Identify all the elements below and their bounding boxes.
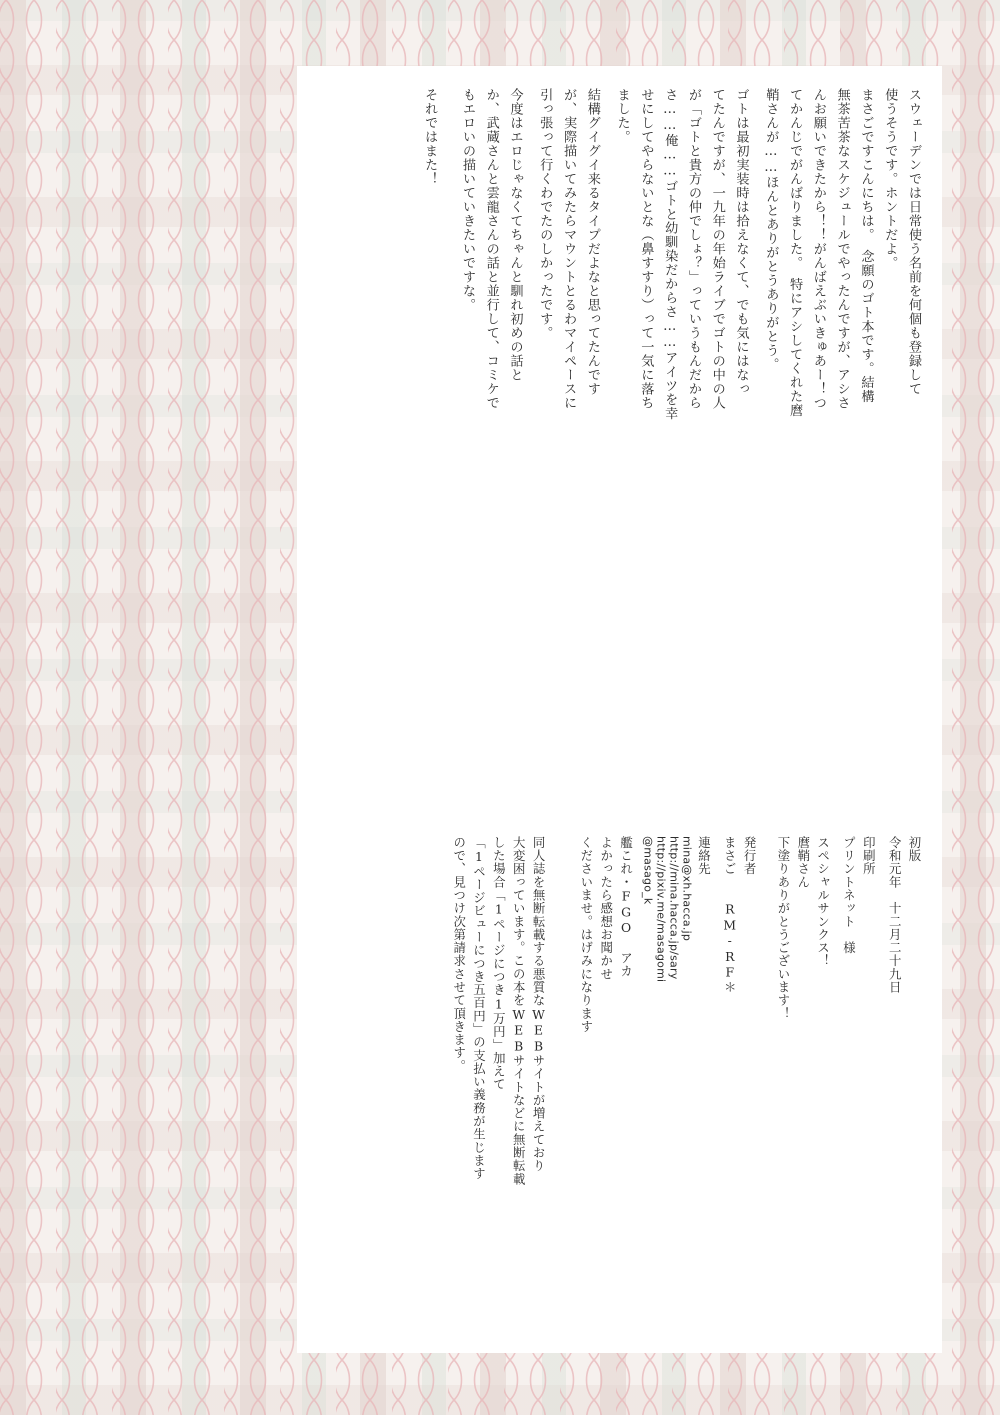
afterword-line: さ……俺……ゴトと幼馴染だからさ……アイツを幸: [662, 88, 678, 421]
contact-email[interactable]: mina@xh.hacca.jp: [680, 836, 694, 942]
colophon-entry-publisher: [719, 836, 759, 1066]
afterword-paragraph-gap: [526, 88, 532, 538]
colophon-label: 艦これ・FGO アカ: [618, 836, 634, 978]
afterword-paragraph-gap: [752, 88, 758, 538]
colophon-entry-first-edition: [884, 836, 924, 1066]
colophon-value: まさご RM-RF＊: [722, 836, 738, 994]
afterword-line: てたんですが、一九年の年始ライブでゴトの中の人: [709, 88, 725, 410]
paper-panel: [297, 66, 942, 1353]
afterword-line: 引っ張って行くわでたのしかったです。: [537, 88, 553, 340]
afterword-line: ました。: [614, 88, 630, 144]
afterword-line: ゴトは最初実装時は拾えなくて、でも気にはなっ: [733, 88, 749, 396]
notice-line: ので、見つけ次第請求させて頂きます。: [451, 836, 467, 1073]
notice-line: 同人誌を無断転載する悪質なWEBサイトが増えており: [531, 836, 547, 1173]
afterword-line: てかんじでがんばりました。 特にアシしてくれた麿: [787, 88, 803, 418]
afterword-line: もエロいの描いていきたいですな。: [459, 88, 475, 312]
colophon-value: くださいませ。はげみになります: [578, 836, 594, 1034]
afterword-paragraph-gap: [603, 88, 609, 538]
afterword-line: 無茶苦茶なスケジュールでやったんですが、アシさ: [834, 88, 850, 410]
afterword-line: 結構グイグイ来るタイプだよなと思ってたんです: [584, 88, 600, 396]
colophon-value: 下塗りありがとうございます！: [775, 836, 791, 1021]
colophon-entry-printer: [839, 836, 879, 1066]
colophon-value: プリントネット 様: [841, 836, 857, 955]
afterword-block: [416, 88, 924, 538]
afterword-line: 使うそうです。ホントだよ。: [882, 88, 898, 270]
colophon-value: よかったら感想お聞かせ: [598, 836, 614, 981]
colophon-value: 令和元年 十二月二十九日: [887, 836, 903, 994]
colophon-entry-special-thanks: [773, 836, 833, 1066]
reprint-notice: [449, 836, 548, 1276]
colophon-label: スペシャルサンクス！: [815, 836, 831, 968]
afterword-line: スウェーデンでは日常使う名前を何個も登録して: [906, 88, 921, 396]
colophon-entry-contact: [642, 836, 714, 1066]
contact-website[interactable]: http://mina.hacca.jp/sary: [667, 836, 681, 980]
afterword-line: が「ゴトと貴方の仲でしょ？」っていうもんだから: [685, 88, 701, 410]
contact-pixiv[interactable]: http://pixiv.me/masagomi: [654, 836, 668, 983]
colophon-value: 麿鞘さん: [795, 836, 811, 889]
colophon-label: 初版: [907, 836, 922, 863]
notice-line: 大変困っています。この本をWEBサイトなどに無断転載: [511, 836, 527, 1186]
colophon-block: [449, 836, 924, 1316]
afterword-closing-line: それではまた！: [422, 88, 438, 186]
colophon-label: 連絡先: [696, 836, 712, 876]
notice-line: 「1ページビューにつき五百円」の支払い義務が生じます: [471, 836, 487, 1181]
notice-line: した場合「1ページにつき1万円」加えて: [491, 836, 507, 1091]
contact-twitter-handle[interactable]: @masago_k: [641, 836, 655, 905]
afterword-line: んお願いできたから！！がんばえぶいきゅあー！つ: [810, 88, 826, 410]
colophon-label: 印刷所: [861, 836, 877, 876]
afterword-line: 鞘さんが……ほんとありがとうありがとう。: [763, 88, 779, 372]
afterword-line: せにしてやらないとな（鼻すすり）って一気に落ち: [638, 88, 654, 410]
afterword-line: 今度はエロじゃなくてちゃんと馴れ初めの話と: [507, 88, 523, 382]
afterword-line: まさごですこんにちは。 念願のゴト本です。結構: [858, 88, 874, 404]
afterword-line: か、武蔵さんと雲龍さんの話と並行して、コミケで: [483, 88, 499, 410]
afterword-line: が、実際描いてみたらマウントとるわマイペースに: [561, 88, 577, 410]
colophon-entry-alt-account: [576, 836, 636, 1066]
afterword-paragraph-gap: [440, 88, 454, 538]
colophon-label: 発行者: [742, 836, 758, 876]
